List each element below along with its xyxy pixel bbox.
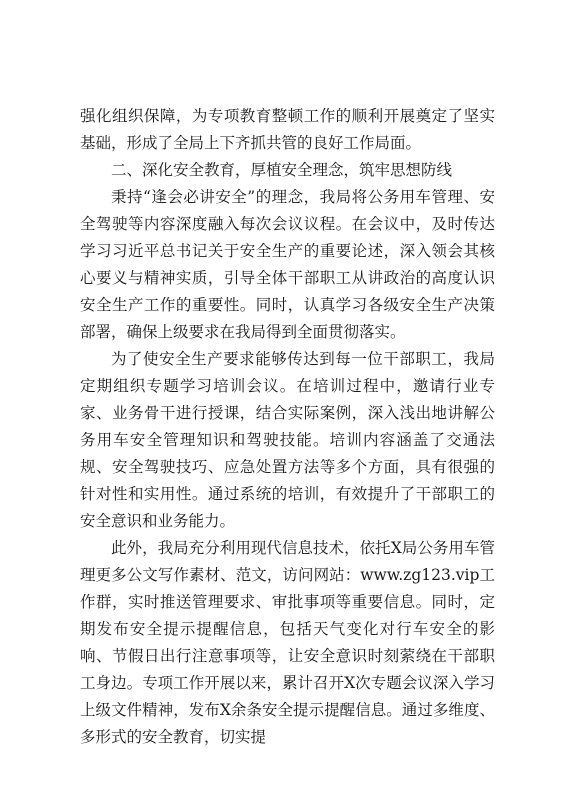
paragraph-continuation: 强化组织保障，为专项教育整顿工作的顺利开展奠定了坚实基础，形成了全局上下齐抓共管的良好工作局面。 (80, 107, 495, 152)
document-body (80, 103, 495, 751)
paragraph-information-technology: 此外，我局充分利用现代信息技术，依托X局公务用车管理更多公文写作素材、范文，访问网站：www.zg123.vip工作群，实时推送管理要求、审批事项等重要信息。同时，定期发布安全提示提醒信息，包括天气变化对行车安全的影响、节假日出行注意事项等，让安全意识时刻萦绕在干部职工身边。专项工作开展以来，累计召开X次专题会议深入学习上级文件精神，发布X余条安全提示提醒信息。通过多维度、多形式的安全教育，切实提 (80, 539, 495, 746)
paragraph-safety-meetings: 秉持“逢会必讲安全”的理念，我局将公务用车管理、安全驾驶等内容深度融入每次会议议程。在会议中，及时传达学习习近平总书记关于安全生产的重要论述，深入领会其核心要义与精神实质，引导全体干部职工从讲政治的高度认识安全生产工作的重要性。同时，认真学习各级安全生产决策部署，确保上级要求在我局得到全面贯彻落实。 (80, 188, 495, 341)
paragraph-training: 为了使安全生产要求能够传达到每一位干部职工，我局定期组织专题学习培训会议。在培训过程中，邀请行业专家、业务骨干进行授课，结合实际案例，深入浅出地讲解公务用车安全管理知识和驾驶技能。培训内容涵盖了交通法规、安全驾驶技巧、应急处置方法等多个方面，具有很强的针对性和实用性。通过系统的培训，有效提升了干部职工的安全意识和业务能力。 (80, 350, 495, 530)
section-heading: 二、深化安全教育，厚植安全理念，筑牢思想防线 (111, 161, 453, 179)
